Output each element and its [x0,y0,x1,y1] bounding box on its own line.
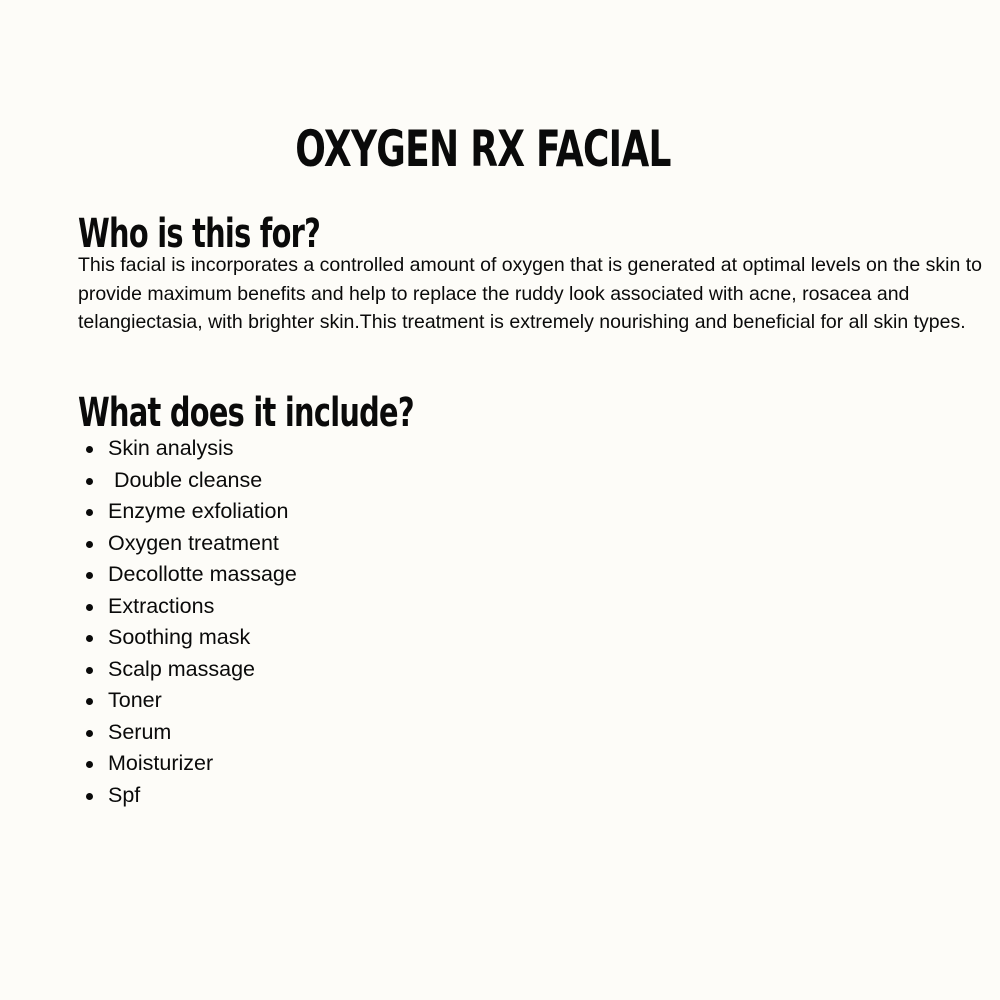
list-item [78,748,297,780]
list-item [78,717,297,749]
list-item-label: Soothing mask [108,625,251,650]
list-item-label: Oxygen treatment [108,530,279,555]
bullet-icon [86,730,93,737]
list-item [78,591,297,623]
list-item [78,559,297,591]
list-item [78,685,297,717]
bullet-icon [86,761,93,768]
list-item [78,654,297,686]
list-item-label: Enzyme exfoliation [108,499,289,524]
bullet-icon [86,604,93,611]
list-item-label: Scalp massage [108,656,255,681]
list-item [78,622,297,654]
who-is-this-for-heading: Who is this for? [78,211,321,257]
bullet-icon [86,572,93,579]
bullet-icon [86,446,93,453]
list-item [78,780,297,812]
list-item-label: Decollotte massage [108,562,297,587]
list-item-label: Serum [108,719,172,744]
list-item [78,465,297,497]
includes-list [78,433,297,812]
bullet-icon [86,509,93,516]
bullet-icon [86,793,93,800]
list-item-label: Extractions [108,593,215,618]
list-item [78,496,297,528]
bullet-icon [86,478,93,485]
bullet-icon [86,698,93,705]
list-item-label: Skin analysis [108,436,234,460]
bullet-icon [86,667,93,674]
list-item [78,528,297,560]
bullet-icon [86,635,93,642]
list-item-label: Toner [108,688,162,713]
list-item-label: Spf [108,783,141,808]
bullet-icon [86,541,93,548]
who-is-this-for-description: This facial is incorporates a controlled amount of oxygen that is generated at optimal levels on the skin to provide maximum benefits and help to replace the ruddy look associated with acne, rosacea and telangiectasia, with brighter skin.This treatment is extremely nourishing and beneficial for all skin types. [78,254,982,334]
list-item [78,433,297,465]
list-item-label: Double cleanse [108,467,263,492]
list-item-label: Moisturizer [108,751,214,776]
what-does-it-include-heading: What does it include? [78,390,414,436]
page-title: OXYGEN RX FACIAL [295,120,671,178]
